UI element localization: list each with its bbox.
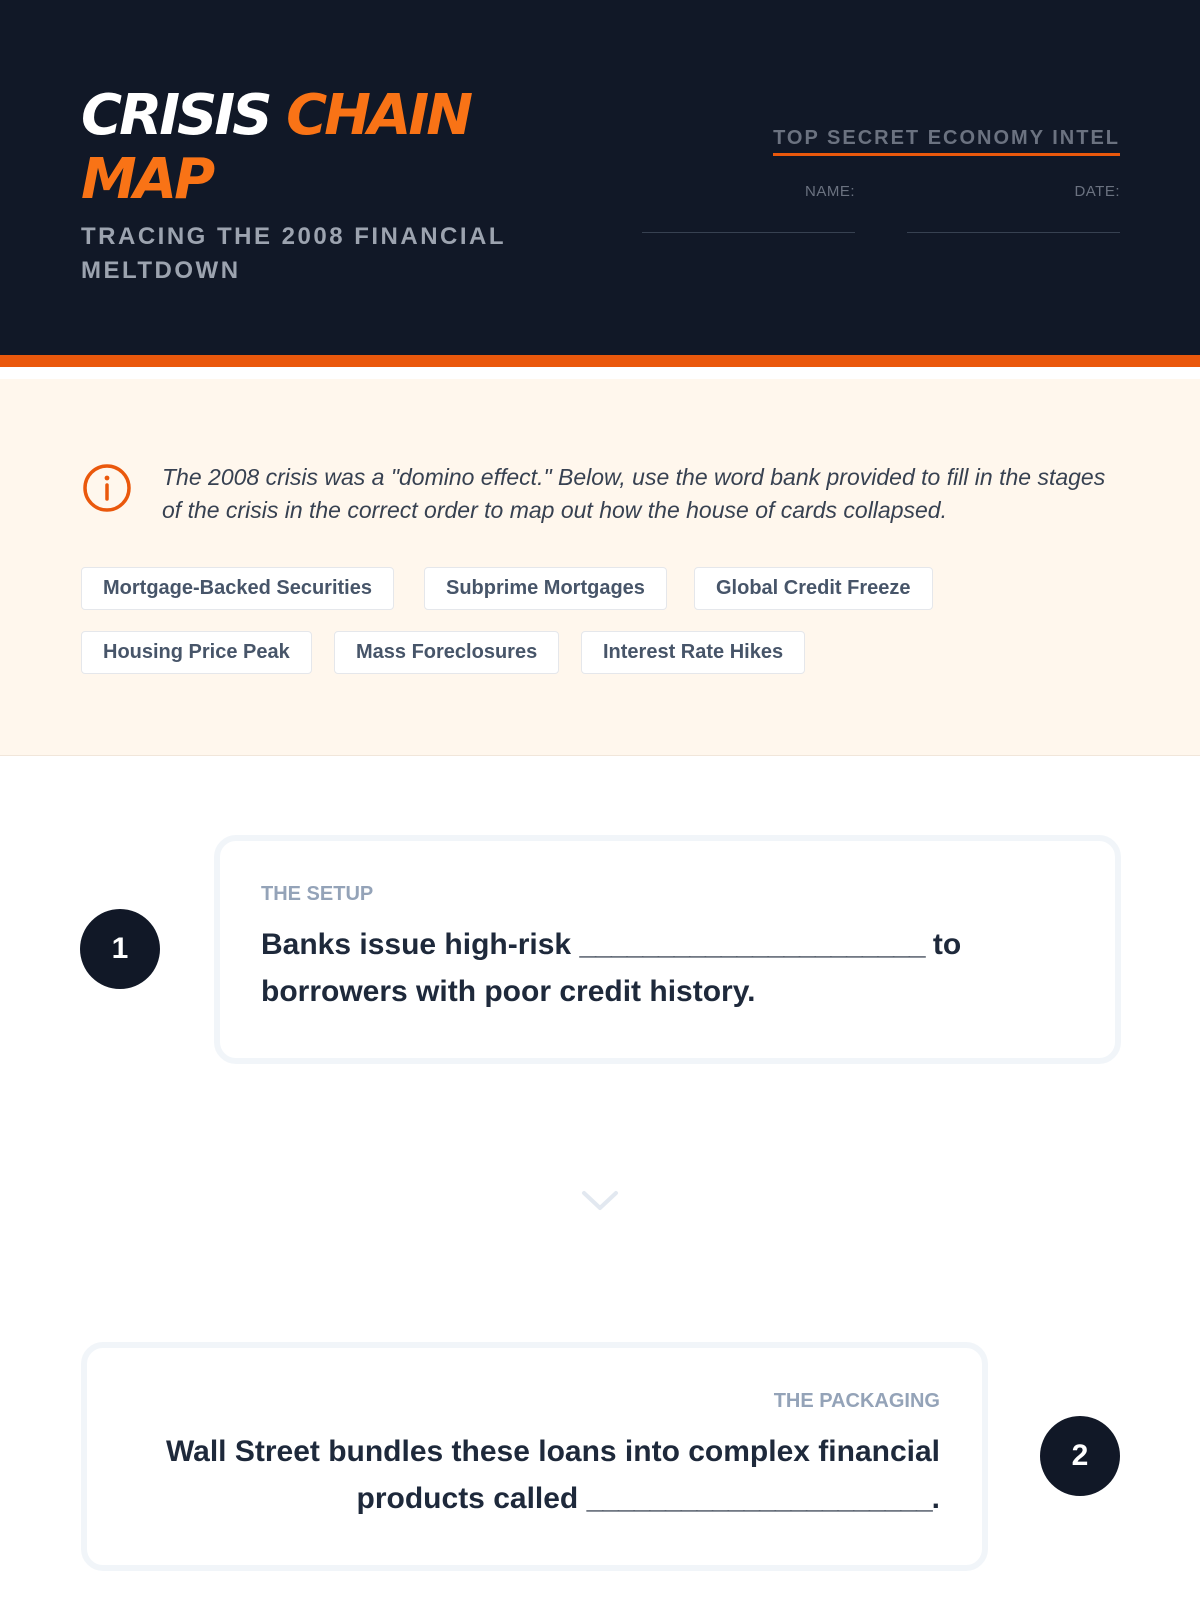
word-bank-chip[interactable]: Mortgage-Backed Securities bbox=[81, 567, 394, 610]
word-bank-chip[interactable]: Housing Price Peak bbox=[81, 631, 312, 674]
chevron-down-icon bbox=[580, 1188, 620, 1214]
instructions-text: The 2008 crisis was a "domino effect." Below, use the word bank provided to fill in the stages of the crisis in the correct order to map out how the house of cards collapsed. bbox=[162, 464, 1106, 523]
step-text-after: to borrowers with poor credit history. bbox=[261, 928, 962, 1008]
date-field[interactable] bbox=[907, 183, 1120, 233]
step-text bbox=[261, 921, 1081, 1015]
info-icon bbox=[82, 463, 132, 513]
word-bank-chip[interactable]: Subprime Mortgages bbox=[424, 567, 667, 610]
word-bank-chip[interactable]: Interest Rate Hikes bbox=[581, 631, 805, 674]
date-label: DATE: bbox=[1074, 183, 1120, 200]
name-label: NAME: bbox=[804, 183, 855, 200]
step-text-before: Wall Street bundles these loans into complex financial products called bbox=[165, 1435, 940, 1515]
page-title bbox=[81, 84, 541, 212]
step-number: 2 bbox=[1040, 1416, 1120, 1496]
step-label: THE SETUP bbox=[261, 883, 374, 905]
word-bank-chip[interactable]: Mass Foreclosures bbox=[334, 631, 559, 674]
title-part-1: CRISIS bbox=[81, 83, 270, 148]
step-text bbox=[125, 1428, 940, 1522]
word-bank-chip[interactable]: Global Credit Freeze bbox=[694, 567, 933, 610]
answer-blank[interactable]: ______________________ bbox=[579, 928, 925, 961]
step-text-after: . bbox=[931, 1482, 940, 1515]
name-field[interactable] bbox=[642, 183, 855, 233]
page-subtitle: TRACING THE 2008 FINANCIAL MELTDOWN bbox=[81, 223, 506, 284]
step-number: 1 bbox=[80, 909, 160, 989]
step-label: THE PACKAGING bbox=[773, 1390, 940, 1412]
header bbox=[0, 0, 1200, 367]
step-text-before: Banks issue high-risk bbox=[261, 928, 580, 961]
intel-label: TOP SECRET ECONOMY INTEL bbox=[773, 127, 1120, 156]
answer-blank[interactable]: ______________________ bbox=[586, 1482, 932, 1515]
title-part-2: CHAIN MAP bbox=[81, 83, 471, 212]
